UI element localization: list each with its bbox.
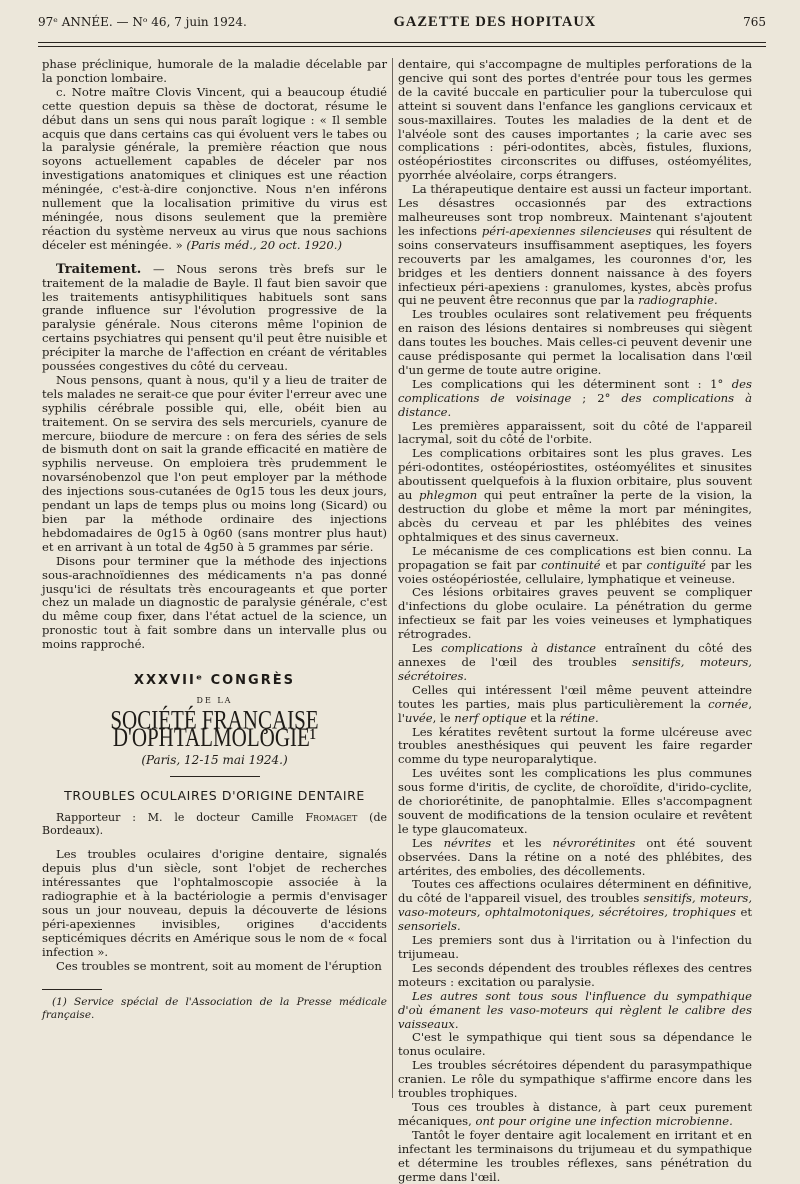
text: Les complications orbitaires sont les plus graves. Les péri-odontites, ostéopériostites, ostéomyélites et sinusites aboutissent quelquefois à la fluxion orbitaire, plus souvent au — [398, 446, 752, 503]
text: qui résultent de soins conservateurs insuffisamment aseptiques, les foyers recouverts par les amalgames, les couronnes d'or, les bridges et les dentiers donnent naissance à des foyers infectieux péri-apexiens : granulomes, kystes, abcès profus qui ne peuvent être reconnus que par la — [398, 223, 752, 308]
emphasis: névrites — [443, 835, 492, 850]
issue-info: 97ᵉ ANNÉE. — Nᵒ 46, 7 juin 1924. — [38, 15, 247, 29]
paragraph: Tantôt le foyer dentaire agit localement en irritant et en infectant les terminaisons du trijumeau et du sympathique et détermine les troubles réflexes, sans pénétration du germe dans l'œil. — [398, 1127, 752, 1184]
congress-dates: (Paris, 12-15 mai 1924.) — [141, 752, 288, 767]
society-title: SOCIÉTÉ FRANÇAISE D'OPHTALMOLOGIE¹ — [110, 704, 319, 752]
emphasis: contiguïté — [646, 557, 706, 572]
paragraph — [398, 642, 752, 684]
footnote — [42, 996, 387, 1022]
emphasis: sensoriels. — [398, 919, 461, 934]
paragraph — [42, 263, 387, 374]
paragraph: Nous pensons, quant à nous, qu'il y a lieu de traiter de tels malades ne serait-ce que pour éviter l'erreur avec une syphilis cérébrale possible qui, elle, obéit bien au traitement. On se servira des sels mercuriels, cyanure de mercure, biiodure de mercure : on fera des séries de sels de bismuth dont on sait la grande efficacité en matière de syphilis nerveuse. On emploiera très prudemment le novarsénobenzol que l'on peut employer par la méthode des injections sous-cutanées de 0g15 tous les deux jours, pendant un laps de temps plus ou moins long (Sicard) ou bien par la méthode ordinaire des injections hebdomadaires de 0g15 à 0g60 (sans montrer plus haut) et en arrivant à un total de 4g50 à 5 grammes par série. — [42, 372, 387, 554]
emphasis: sensitifs, moteurs, vaso-moteurs, ophtalmotoniques, sécrétoires, trophiques — [398, 891, 753, 920]
text: Les complications qui les déterminent sont : 1° — [412, 376, 732, 391]
congress-subheading: DE LA — [196, 695, 233, 705]
text: et par — [600, 557, 647, 572]
paragraph-text: — Nous serons très brefs sur le traitement de la maladie de Bayle. Il faut bien savoir que les traitements antisyphilitiques habituels sont sans grande influence sur l'évolution progressive de la paralysie générale. Nous citerons même l'opinion de certains psychiatres qui pensent qu'il peut être nuisible et précipiter la marche de l'affection en créant de véritables poussées congestives du côté du cerveau. — [42, 261, 387, 374]
paragraph — [398, 545, 752, 587]
text: Les — [412, 835, 444, 850]
paragraph: Les troubles sécrétoires dépendent du parasympathique cranien. Le rôle du sympathique s'affirme encore dans les troubles trophiques. — [398, 1058, 752, 1101]
emphasis: sensitifs, moteurs, sécrétoires. — [398, 654, 752, 683]
paragraph: dentaire, qui s'accompagne de multiples perforations de la gencive qui sont des portes d'entrée pour tous les germes de la cavité buccale en particulier pour la tuberculose qui atteint si souvent dans l'enfance les ganglions cervicaux et sous-maxillaires. Toutes les maladies de la dent et de l'alvéole sont des causes importantes ; la carie avec ses complications : péri-odontites, abcès, fistules, fluxions, ostéopériostites circonscrites ou diffuses, ostéomyélites, pyorrhée alvéolaire, corps étrangers. — [398, 57, 752, 183]
text: ont été souvent observées. Dans la rétine on a noté des phlébites, des artérites, des embolies, des décollements. — [398, 835, 752, 878]
paragraph: Les kératites revêtent surtout la forme ulcéreuse avec troubles anesthésiques qui peuvent les faire regarder comme du type neuroparalytique. — [398, 724, 752, 767]
emphasis: rétine. — [559, 710, 599, 725]
text: Les — [412, 641, 442, 656]
text: par les voies ostéopériostée, cellulaire, lymphatique et veineuse. — [398, 557, 753, 586]
footnote-text: (1) Service spécial de l'Association de la Presse médicale française. — [42, 996, 387, 1022]
emphasis: des complications de voisinage — [398, 376, 752, 405]
rapporteur-line — [42, 811, 387, 839]
page-header — [38, 14, 766, 36]
paragraph: phase préclinique, humorale de la maladie décelable par la ponction lombaire. — [42, 57, 387, 85]
text: qui peut entraîner la perte de la vision, la destruction du globe et même la mort par méningites, abcès du cerveau et par les phlébites des veines ophtalmiques et des sinus caverneux. — [398, 488, 752, 544]
paragraph — [398, 183, 752, 308]
congress-heading: XXXVIIᵉ CONGRÈS — [134, 673, 295, 689]
column-divider — [392, 58, 393, 1098]
journal-title: GAZETTE DES HOPITAUX — [393, 14, 597, 30]
left-column — [42, 58, 387, 1022]
text: Celles qui intéressent l'œil même peuvent atteindre toutes les parties, mais plus particulièrement la — [398, 682, 752, 711]
emphasis: complications à distance — [441, 641, 597, 656]
emphasis: péri-apexiennes silencieuses — [481, 223, 652, 238]
text: et les — [491, 835, 553, 850]
paragraph — [398, 378, 752, 420]
emphasis: nerf optique — [454, 710, 527, 725]
text: ; 2° — [571, 390, 622, 405]
text: Le mécanisme de ces complications est bien connu. La propagation se fait par — [398, 543, 752, 572]
header-rule-thick — [38, 42, 766, 43]
paragraph: Disons pour terminer que la méthode des injections sous-arachnoïdiennes des médicaments n'a pas donné jusqu'ici de résultats très encourageants et que porter chez un malade un diagnostic de paralysie générale, c'est du même coup fixer, dans l'état actuel de la science, un pronostic tout à fait sombre dans un intervalle plus ou moins rapproché. — [42, 553, 387, 652]
paragraph: Les troubles oculaires sont relativement peu fréquents en raison des lésions dentaires si nombreuses qui siègent dans toutes les bouches. Mais celles-ci peuvent devenir une cause prédisposante qui permet la localisation dans l'œil d'un germe de toute autre origine. — [398, 307, 752, 377]
text: Toutes ces affections oculaires déterminent en définitive, du côté de l'appareil visuel, des troubles — [398, 877, 752, 906]
paragraph: Les premières apparaissent, soit du côté de l'appareil lacrymal, soit du côté de l'orbite. — [398, 418, 752, 447]
paragraph — [398, 837, 752, 879]
right-column — [398, 58, 752, 1184]
paragraph: C'est le sympathique qui tient sous sa dépendance le tonus oculaire. — [398, 1030, 752, 1059]
emphasis: phlegmon — [418, 488, 478, 503]
emphasis: névrorétinites — [552, 835, 636, 850]
emphasis: uvée — [404, 710, 433, 725]
emphasis: cornée — [708, 696, 749, 711]
paragraph: Les seconds dépendent des troubles réflexes des centres moteurs : excitation ou paralysie. — [398, 960, 752, 989]
rapporteur-suffix: (de Bordeaux). — [42, 810, 387, 838]
emphasis: des complications à distance. — [398, 390, 752, 419]
paragraph: Les troubles oculaires d'origine dentaire, signalés depuis plus d'un siècle, sont l'objet de recherches intéressantes que l'ophtalmoscopie associée à la radiographie et à la bactériologie a permis d'envisager sous un jour nouveau, depuis la découverte de lésions péri-apexiennes invisibles, origines d'accidents septicémiques décrits en Amérique sous le nom de « focal infection ». — [42, 847, 387, 959]
text: Tous ces troubles à distance, à part ceux purement mécaniques, — [398, 1099, 752, 1128]
text: et — [735, 905, 752, 920]
emphasis: continuité — [541, 557, 601, 572]
header-rule-thin — [38, 46, 766, 47]
emphasis: radiographie. — [638, 293, 718, 308]
paragraph: Les uvéites sont les complications les plus communes sous forme d'iritis, de cyclite, de choroïdite, d'irido-cyclite, de choriorétinite, de panophtalmie. Elles s'accompagnent souvent de modifications de la tension oculaire et revêtent le type glaucomateux. — [398, 766, 752, 836]
paragraph-text: c. Notre maître Clovis Vincent, qui a beaucoup étudié cette question depuis sa thèse de doctorat, résume le début dans un sens qui nous paraît logique : « Il semble acquis que dans certains cas qui évoluent vers le tabes ou la paralysie générale, la première réaction que nous soyons actuellement capables de déceler par nos investigations anatomiques et cliniques est une réaction méningée, c'est-à-dire conjonctive. Nous n'en inférons nullement que la localisation primitive du virus est méningée, nous disons seulement que la première réaction du système nerveux au virus que nous sachions déceler est méningée. » — [42, 84, 387, 252]
text: entraînent du côté des annexes de l'œil des troubles — [398, 641, 752, 669]
separator-rule — [170, 776, 260, 777]
paragraph — [398, 447, 752, 544]
paragraph: Ces troubles se montrent, soit au moment de l'éruption — [56, 958, 382, 973]
page-number: 765 — [743, 15, 766, 29]
paragraph: Les premiers sont dus à l'irritation ou à l'infection du trijumeau. — [398, 933, 752, 961]
paragraph: Ces lésions orbitaires graves peuvent se compliquer d'infections du globe oculaire. La pénétration du germe infectieux se fait par les voies veineuses et lymphatiques rétrogrades. — [398, 585, 752, 642]
rapporteur-prefix: Rapporteur : M. le docteur Camille — [56, 810, 306, 824]
paragraph — [42, 86, 387, 253]
paragraph — [398, 684, 752, 726]
paragraph — [398, 1101, 752, 1129]
text: La thérapeutique dentaire est aussi un facteur important. Les désastres occasionnés par des extractions malheureuses sont trop nombreux. Maintenant s'ajoutent les infections — [398, 182, 752, 238]
report-title: TROUBLES OCULAIRES D'ORIGINE DENTAIRE — [64, 787, 365, 803]
text: et la — [526, 710, 560, 725]
text: , le — [432, 710, 455, 725]
emphasis: Les autres sont tous sous l'influence du sympathique d'où émanent les vaso-moteurs qui règlent le calibre des vaisseaux. — [398, 988, 752, 1031]
emphasis: ont pour origine une infection microbienne. — [475, 1113, 733, 1128]
footnote-rule — [42, 989, 102, 990]
rapporteur-name: Fromaget — [305, 810, 358, 824]
paragraph — [398, 990, 752, 1032]
citation: (Paris méd., 20 oct. 1920.) — [186, 237, 342, 252]
paragraph — [398, 878, 752, 934]
text: , l' — [398, 696, 752, 725]
section-lead: Traitement. — [56, 261, 142, 277]
